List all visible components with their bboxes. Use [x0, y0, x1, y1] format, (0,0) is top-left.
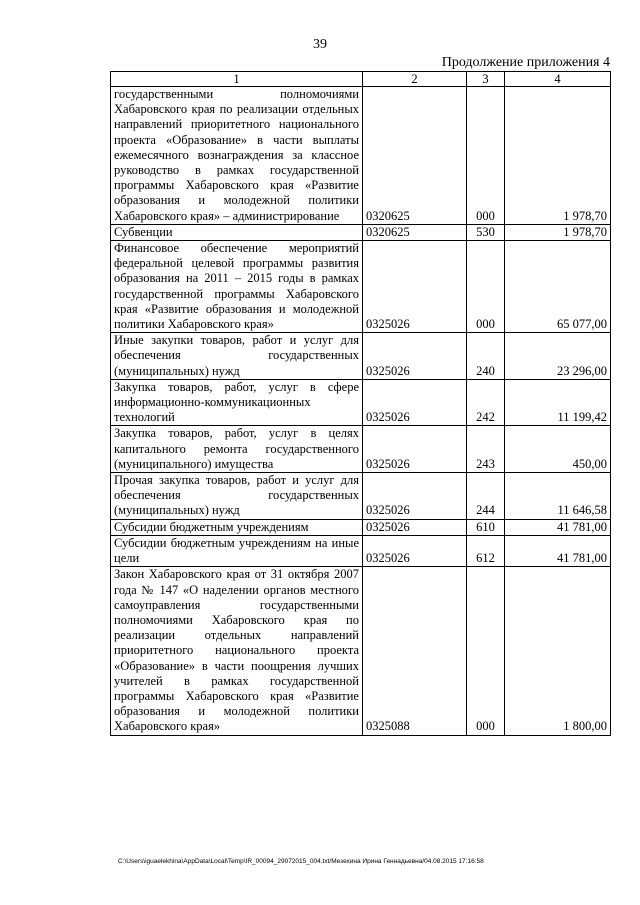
table-row: [111, 535, 611, 566]
table-row: [111, 87, 611, 225]
column-header-1: 1: [111, 72, 363, 87]
row-description: Закупка товаров, работ, услуг в целях капитального ремонта государственного (муниципального) имущества: [111, 426, 363, 473]
table-row: [111, 241, 611, 333]
file-path-footer: C:\Users\iguaelekhina\AppData\Local\Temp\IR_00094_29072015_004.txt/Мезехина Ирина Геннадьевна/04.08.2015 17:16:58: [118, 858, 484, 865]
row-description: Закупка товаров, работ, услуг в сфере информационно-коммуникационных технологий: [111, 379, 363, 426]
row-description: государственными полномочиями Хабаровского края по реализации отдельных направлений приоритетного национального проекта «Образование» в части выплаты ежемесячного вознаграждения за классное руководство в рамках государственной программы Хабаровского края «Развитие образования и молодежной политики Хабаровского края» – администрирование: [111, 87, 363, 225]
row-type: 242: [467, 379, 505, 426]
column-header-2: 2: [363, 72, 467, 87]
table-row: [111, 426, 611, 473]
budget-table: [110, 71, 611, 736]
row-amount: 23 296,00: [505, 333, 611, 380]
row-code: 0325026: [363, 473, 467, 520]
header-row: [111, 72, 611, 87]
row-type: 244: [467, 473, 505, 520]
row-type: 243: [467, 426, 505, 473]
row-type: 612: [467, 535, 505, 566]
row-code: 0325026: [363, 535, 467, 566]
row-code: 0320625: [363, 224, 467, 240]
row-type: 000: [467, 87, 505, 225]
row-type: 240: [467, 333, 505, 380]
table-row: [111, 473, 611, 520]
row-code: 0325026: [363, 241, 467, 333]
page-number: 39: [313, 37, 327, 52]
table-row: [111, 333, 611, 380]
column-header-4: 4: [505, 72, 611, 87]
row-amount: 65 077,00: [505, 241, 611, 333]
table-row: [111, 567, 611, 735]
row-amount: 1 978,70: [505, 224, 611, 240]
row-type: 610: [467, 519, 505, 535]
row-description: Финансовое обеспечение мероприятий федеральной целевой программы развития образования на 2011 – 2015 годы в рамках государственной программы Хабаровского края «Развитие образования и молодежной политики Хабаровского края»: [111, 241, 363, 333]
row-description: Субсидии бюджетным учреждениям на иные цели: [111, 535, 363, 566]
row-amount: 11 646,58: [505, 473, 611, 520]
row-code: 0325026: [363, 333, 467, 380]
row-amount: 41 781,00: [505, 519, 611, 535]
row-amount: 41 781,00: [505, 535, 611, 566]
row-code: 0325088: [363, 567, 467, 735]
table-row: [111, 224, 611, 240]
row-type: 000: [467, 567, 505, 735]
row-description: Закон Хабаровского края от 31 октября 2007 года № 147 «О наделении органов местного самоуправления государственными полномочиями Хабаровского края по реализации отдельных направлений приоритетного национального проекта «Образование» в части поощрения лучших учителей в рамках государственной программы Хабаровского края «Развитие образования и молодежной политики Хабаровского края»: [111, 567, 363, 735]
row-amount: 450,00: [505, 426, 611, 473]
row-description: Иные закупки товаров, работ и услуг для обеспечения государственных (муниципальных) нужд: [111, 333, 363, 380]
row-description: Прочая закупка товаров, работ и услуг для обеспечения государственных (муниципальных) нужд: [111, 473, 363, 520]
row-code: 0320625: [363, 87, 467, 225]
row-amount: 1 800,00: [505, 567, 611, 735]
row-code: 0325026: [363, 426, 467, 473]
row-amount: 11 199,42: [505, 379, 611, 426]
row-description: Субсидии бюджетным учреждениям: [111, 519, 363, 535]
row-type: 530: [467, 224, 505, 240]
continuation-label: Продолжение приложения 4: [441, 55, 610, 70]
row-description: Субвенции: [111, 224, 363, 240]
table-row: [111, 379, 611, 426]
row-code: 0325026: [363, 519, 467, 535]
row-type: 000: [467, 241, 505, 333]
column-header-3: 3: [467, 72, 505, 87]
table-row: [111, 519, 611, 535]
row-code: 0325026: [363, 379, 467, 426]
row-amount: 1 978,70: [505, 87, 611, 225]
